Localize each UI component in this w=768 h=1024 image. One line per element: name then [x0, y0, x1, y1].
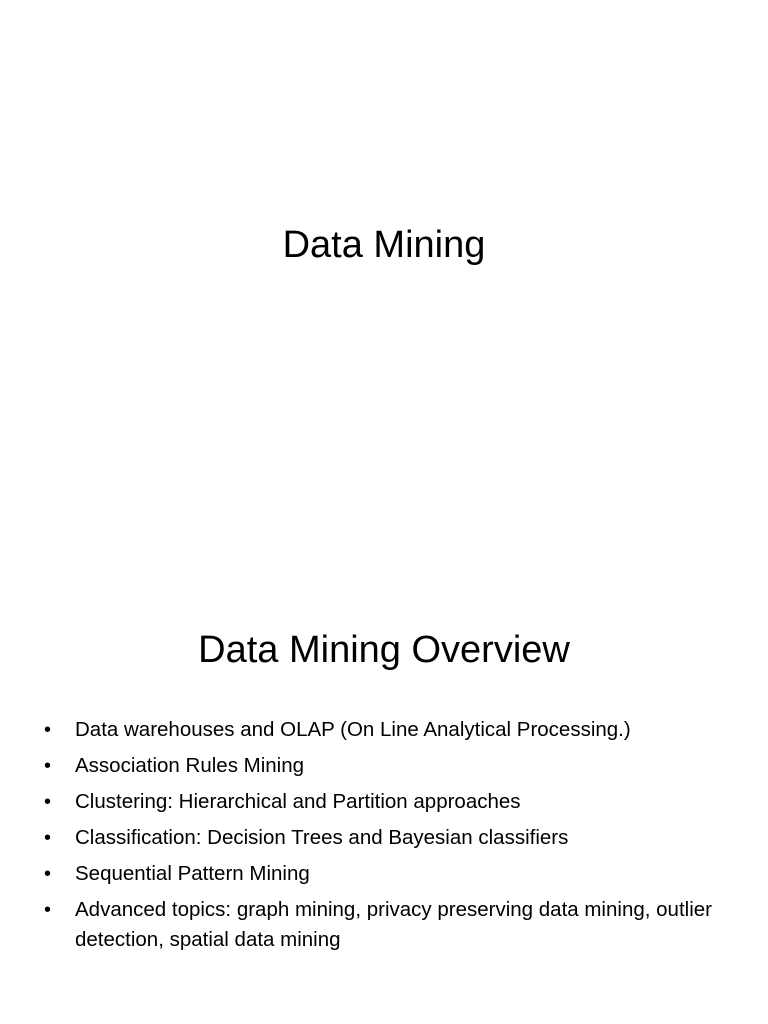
- list-item-text: Classification: Decision Trees and Bayesian classifiers: [75, 826, 569, 849]
- bullet-list: [44, 715, 744, 961]
- list-item-text: Clustering: Hierarchical and Partition approaches: [75, 790, 521, 813]
- bullet-icon: •: [44, 791, 52, 813]
- bullet-icon: •: [44, 827, 52, 849]
- bullet-icon: •: [44, 863, 52, 885]
- slide-title: Data Mining Overview: [198, 629, 570, 671]
- list-item-text: Sequential Pattern Mining: [75, 862, 310, 885]
- list-item: [44, 715, 744, 745]
- list-item: [44, 787, 744, 817]
- list-item-text: Advanced topics: graph mining, privacy preserving data mining, outlier detection, spatial data mining: [75, 898, 712, 951]
- bullet-icon: •: [44, 755, 52, 777]
- list-item: [44, 895, 744, 955]
- bullet-icon: •: [44, 899, 52, 921]
- overview-slide: [0, 512, 768, 1024]
- bullet-icon: •: [44, 719, 52, 741]
- slide-title: Data Mining: [282, 224, 486, 266]
- list-item: [44, 823, 744, 853]
- list-item: [44, 751, 744, 781]
- list-item-text: Association Rules Mining: [75, 754, 305, 777]
- list-item: [44, 859, 744, 889]
- list-item-text: Data warehouses and OLAP (On Line Analytical Processing.): [75, 718, 631, 741]
